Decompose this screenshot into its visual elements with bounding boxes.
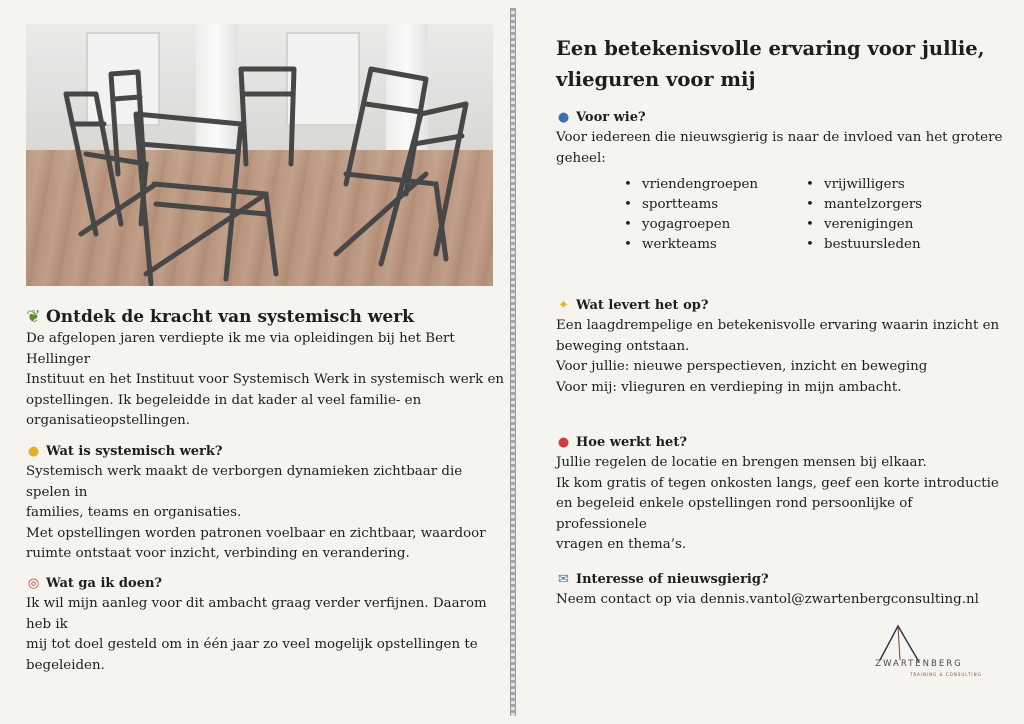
list-item: • vrijwilligers: [806, 175, 922, 195]
contact-title: [556, 570, 1006, 590]
doing-body: Ik wil mijn aanleg voor dit ambacht graag verder verfijnen. Daarom heb ik mij tot doel gesteld om in één jaar zo veel mogelijk opstellingen te begeleiden.: [26, 596, 487, 673]
logo-triangle-icon: [864, 624, 974, 664]
contact-body[interactable]: Neem contact op via dennis.vantol@zwartenbergconsulting.nl: [556, 592, 979, 607]
doing-section: [26, 574, 506, 676]
intro-title-text: Ontdek de kracht van systemisch werk: [46, 307, 414, 327]
target-icon: ◎: [27, 576, 40, 591]
intro-body: De afgelopen jaren verdiepte ik me via opleidingen bij het Bert Hellinger Instituut en het Instituut voor Systemisch Werk in systemisch werk en opstellingen. Ik begeleidde in dat kader al veel familie- en organisatieopstellingen.: [26, 331, 505, 428]
how-title-text: Hoe werkt het?: [576, 435, 687, 450]
what-section: [26, 442, 506, 565]
what-body: Systemisch werk maakt de verborgen dynamieken zichtbaar die spelen in families, teams en organisaties. Met opstellingen worden patronen voelbaar en zichtbaar, waardoor ruimte ontstaat voor inzicht, verbinding en verandering.: [26, 464, 486, 561]
audience-list-left: [624, 175, 758, 255]
for-whom-body: Voor iedereen die nieuwsgierig is naar de invloed van het grotere geheel:: [556, 130, 1003, 166]
yield-title: [556, 296, 1006, 316]
what-title-text: Wat is systemisch werk?: [46, 444, 223, 459]
for-whom-title: [556, 108, 1006, 128]
yield-body: Een laagdrempelige en betekenisvolle ervaring waarin inzicht en beweging ontstaan. Voor jullie: nieuwe perspectieven, inzicht en beweging Voor mij: vlieguren en verdieping in mijn ambacht.: [556, 318, 1000, 395]
how-section: [556, 433, 1006, 556]
logo-tagline: TRAINING & CONSULTING: [910, 672, 982, 677]
main-heading: [556, 33, 1006, 95]
intro-section: [26, 305, 506, 432]
contact-title-text: Interesse of nieuwsgierig?: [576, 572, 769, 587]
doing-title: [26, 574, 506, 594]
heading-line-1: Een betekenisvolle ervaring voor jullie,: [556, 37, 985, 60]
for-whom-section: [556, 108, 1006, 169]
intro-title: [26, 305, 506, 329]
list-item: • yogagroepen: [624, 215, 758, 235]
vertical-divider: [510, 8, 516, 716]
people-icon: ●: [557, 110, 570, 125]
what-title: [26, 442, 506, 462]
yield-section: [556, 296, 1006, 398]
how-title: [556, 433, 1006, 453]
heading-line-2: vlieguren voor mij: [556, 68, 756, 91]
list-item: • mantelzorgers: [806, 195, 922, 215]
logo-name: ZWARTENBERG: [875, 659, 963, 669]
list-item: • werkteams: [624, 235, 758, 255]
list-item: • verenigingen: [806, 215, 922, 235]
pin-icon: ●: [557, 435, 570, 450]
list-item: • bestuursleden: [806, 235, 922, 255]
for-whom-title-text: Voor wie?: [576, 110, 646, 125]
list-item: • vriendengroepen: [624, 175, 758, 195]
how-body: Jullie regelen de locatie en brengen mensen bij elkaar. Ik kom gratis of tegen onkosten langs, geef een korte introductie en begeleid enkele opstellingen rond persoonlijke of professionele vragen en thema’s.: [556, 455, 999, 552]
yield-title-text: Wat levert het op?: [576, 298, 709, 313]
zwartenberg-logo: [864, 624, 982, 684]
doing-title-text: Wat ga ik doen?: [46, 576, 163, 591]
list-item: • sportteams: [624, 195, 758, 215]
lightbulb-icon: ●: [27, 444, 40, 459]
plant-icon: ❦: [26, 307, 41, 327]
chairs-photo: [26, 24, 493, 286]
envelope-icon: ✉: [558, 572, 569, 587]
sparkles-icon: ✦: [558, 298, 569, 313]
audience-list-right: [806, 175, 922, 255]
contact-section: [556, 570, 1006, 611]
